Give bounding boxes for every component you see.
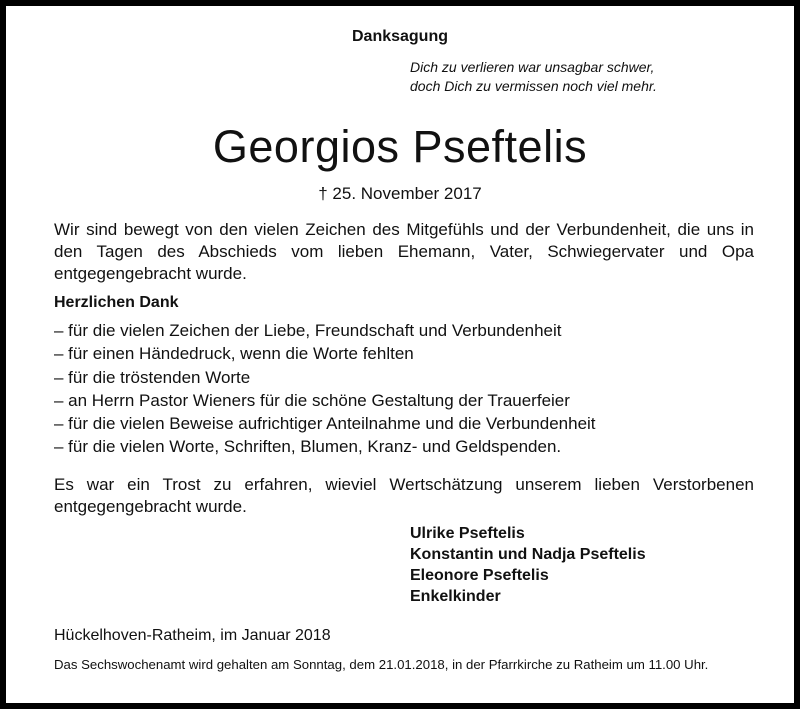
thanks-item: – für einen Händedruck, wenn die Worte fehlten [54,344,414,364]
quote-line-2: doch Dich zu vermissen noch viel mehr. [410,78,657,94]
signers-block [410,523,646,607]
memorial-quote [410,58,770,96]
thanks-list [54,319,754,459]
intro-paragraph: Wir sind bewegt von den vielen Zeichen des Mitgefühls und der Verbundenheit, die uns in den Tagen des Abschieds vom lieben Ehemann, Vater, Schwiegervater und Opa entgegengebracht wurde. [54,220,754,283]
thanks-item: – für die vielen Worte, Schriften, Blumen, Kranz- und Geldspenden. [54,437,562,457]
mass-announcement: Das Sechswochenamt wird gehalten am Sonntag, dem 21.01.2018, in der Pfarrkirche zu Ratheim um 11.00 Uhr. [54,657,709,672]
signer-name: Eleonore Pseftelis [410,567,549,584]
comfort-paragraph: Es war ein Trost zu erfahren, wieviel Wertschätzung unserem lieben Verstorbenen entgegengebracht wurde. [54,475,754,516]
thanks-item: – für die vielen Beweise aufrichtiger Anteilnahme und die Verbundenheit [54,414,596,434]
thanks-title: Herzlichen Dank [54,294,179,311]
quote-line-1: Dich zu verlieren war unsagbar schwer, [410,59,655,75]
thanks-item: – für die vielen Zeichen der Liebe, Freundschaft und Verbundenheit [54,321,562,340]
thanks-item: – für die tröstenden Worte [54,367,251,387]
notice-heading: Danksagung [351,28,448,45]
death-date: † 25. November 2017 [318,184,482,203]
place-and-date: Hückelhoven-Ratheim, im Januar 2018 [54,627,331,644]
thanks-item: – an Herrn Pastor Wieners für die schöne Gestaltung der Trauerfeier [54,390,570,410]
signer-name: Ulrike Pseftelis [410,525,525,542]
deceased-name: Georgios Pseftelis [212,121,588,172]
signer-name: Enkelkinder [410,588,501,605]
signer-name: Konstantin und Nadja Pseftelis [410,546,646,563]
